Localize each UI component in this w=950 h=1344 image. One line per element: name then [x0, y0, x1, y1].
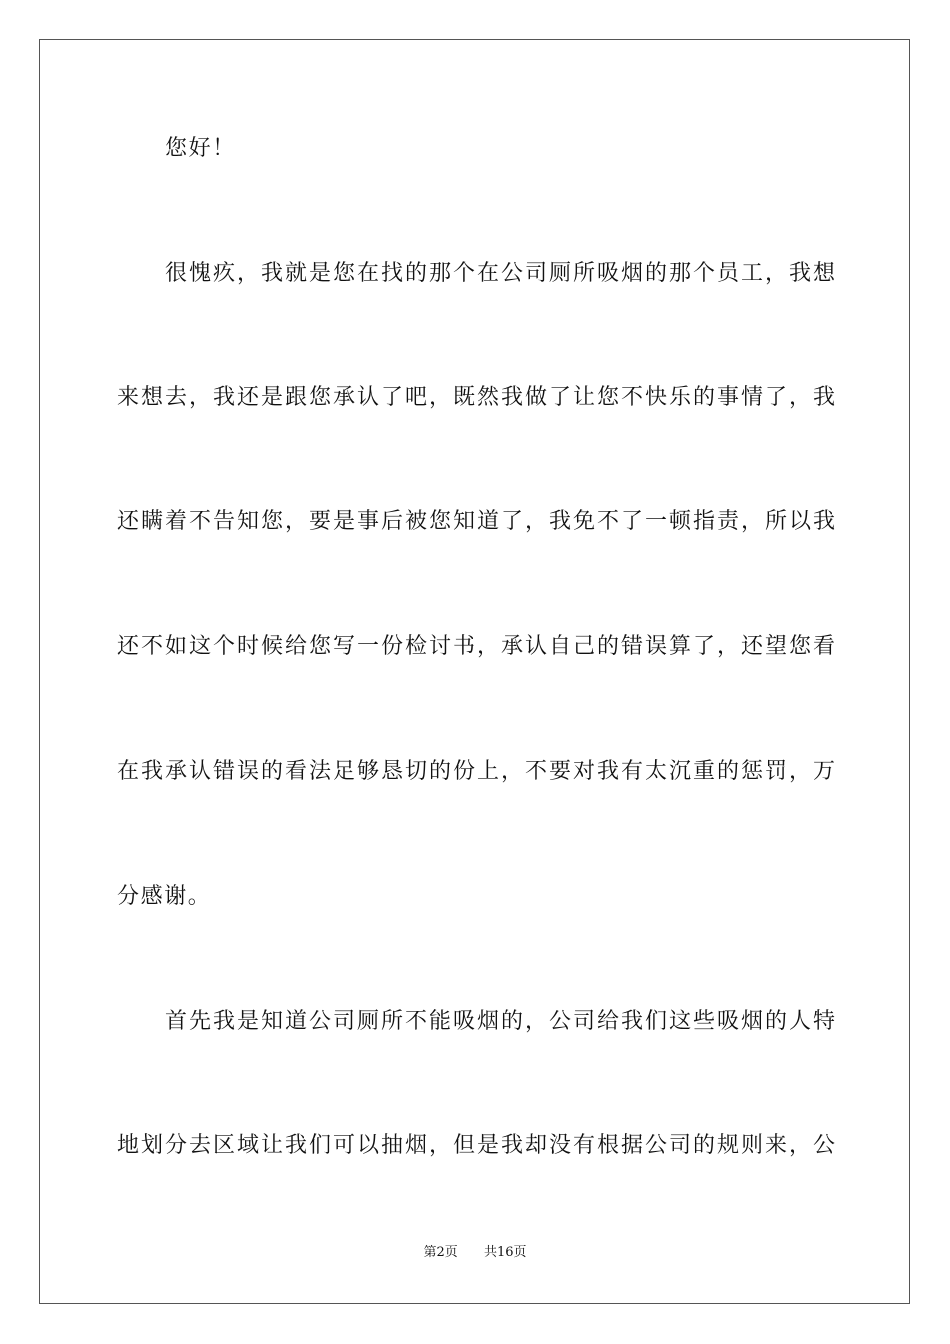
paragraph-line: 地划分去区域让我们可以抽烟，但是我却没有根据公司的规则来，公 [117, 1133, 835, 1158]
paragraph-line: 首先我是知道公司厕所不能吸烟的，公司给我们这些吸烟的人特 [165, 1009, 835, 1034]
paragraph-line: 在我承认错误的看法足够恳切的份上，不要对我有太沉重的惩罚，万 [117, 759, 835, 784]
page-footer [0, 1244, 950, 1262]
greeting-line: 您好！ [165, 136, 236, 161]
page-border [39, 39, 910, 1304]
paragraph-line: 分感谢。 [117, 884, 212, 909]
paragraph-line: 还不如这个时候给您写一份检讨书，承认自己的错误算了，还望您看 [117, 634, 835, 659]
page-number: 第2页 [423, 1245, 458, 1260]
paragraph-line: 还瞒着不告知您，要是事后被您知道了，我免不了一顿指责，所以我 [117, 509, 835, 534]
paragraph-line: 来想去，我还是跟您承认了吧，既然我做了让您不快乐的事情了，我 [117, 385, 835, 410]
page-total: 共16页 [484, 1245, 527, 1260]
paragraph-line: 很愧疚，我就是您在找的那个在公司厕所吸烟的那个员工，我想 [165, 261, 835, 286]
